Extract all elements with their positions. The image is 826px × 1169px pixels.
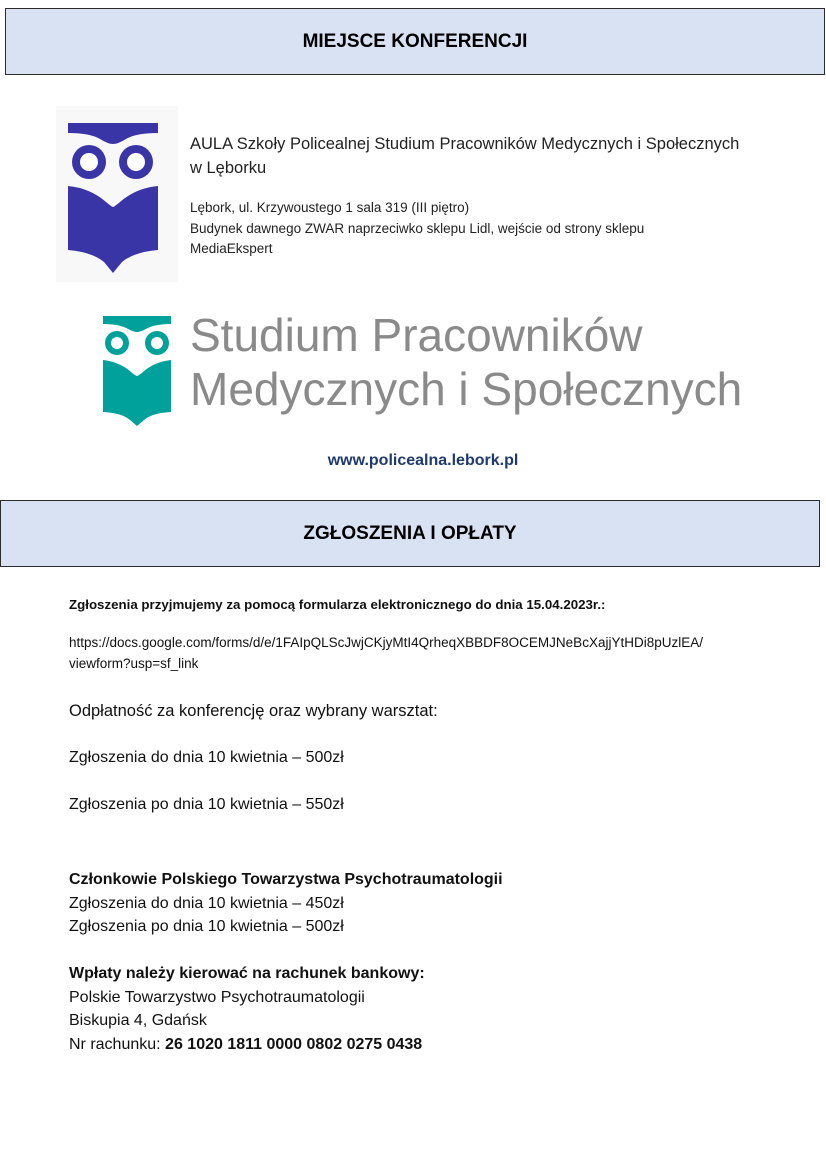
registration-section-title: ZGŁOSZENIA I OPŁATY	[303, 522, 517, 544]
account-number: 26 1020 1811 0000 0802 0275 0438	[165, 1035, 423, 1053]
venue-address-line3: MediaEkspert	[190, 241, 273, 256]
registration-section-header	[0, 500, 820, 567]
venue-name-line2: w Lęborku	[190, 159, 267, 177]
logo-text-line1: Studium Pracowników	[190, 309, 643, 361]
payment-address: Biskupia 4, Gdańsk	[69, 1012, 207, 1029]
logo-text-line2: Medycznych i Społecznych	[190, 363, 743, 415]
venue-address-line1: Lębork, ul. Krzywoustego 1 sala 319 (III piętro)	[190, 200, 470, 215]
account-label: Nr rachunku:	[69, 1035, 166, 1053]
payment-info	[69, 962, 425, 1056]
payment-recipient: Polskie Towarzystwo Psychotraumatologii	[69, 988, 365, 1006]
registration-intro: Zgłoszenia przyjmujemy za pomocą formularza elektronicznego do dnia 15.04.2023r.:	[69, 597, 606, 612]
payment-title: Wpłaty należy kierować na rachunek bankowy:	[69, 965, 425, 982]
owl-teal-icon	[100, 312, 174, 428]
venue-address	[190, 198, 790, 260]
registration-form-link[interactable]	[69, 632, 779, 674]
school-owl-logo	[56, 106, 178, 282]
member-fee-after: Zgłoszenia po dnia 10 kwietnia – 500zł	[69, 918, 344, 935]
registration-info	[69, 597, 789, 674]
member-fees	[69, 868, 503, 939]
payment-account	[69, 1033, 425, 1057]
member-fee-before: Zgłoszenia do dnia 10 kwietnia – 450zł	[69, 894, 344, 912]
website-link[interactable]: www.policealna.lebork.pl	[327, 452, 519, 469]
fee-after-deadline: Zgłoszenia po dnia 10 kwietnia – 550zł	[69, 796, 344, 813]
form-link-line1[interactable]: https://docs.google.com/forms/d/e/1FAIpQLScJwjCKjyMtI4QrheqXBBDF8OCEMJNeBcXajjYtHDi8pUzlEA/	[69, 635, 703, 650]
member-fees-title: Członkowie Polskiego Towarzystwa Psychotraumatologii	[69, 871, 503, 888]
studium-logo-text	[190, 308, 742, 416]
studium-owl-logo	[100, 312, 174, 428]
fee-before-deadline: Zgłoszenia do dnia 10 kwietnia – 500zł	[69, 749, 344, 766]
form-link-line2[interactable]: viewform?usp=sf_link	[69, 656, 199, 671]
venue-name	[190, 132, 790, 180]
fee-title: Odpłatność za konferencję oraz wybrany warsztat:	[69, 702, 438, 720]
venue-section-title: MIEJSCE KONFERENCJI	[302, 30, 528, 52]
venue-name-line1: AULA Szkoły Policealnej Studium Pracowników Medycznych i Społecznych	[190, 135, 740, 153]
venue-section-header	[5, 8, 825, 75]
venue-details	[190, 132, 790, 260]
venue-address-line2: Budynek dawnego ZWAR naprzeciwko sklepu Lidl, wejście od strony sklepu	[190, 220, 645, 236]
owl-navy-icon	[56, 106, 178, 282]
